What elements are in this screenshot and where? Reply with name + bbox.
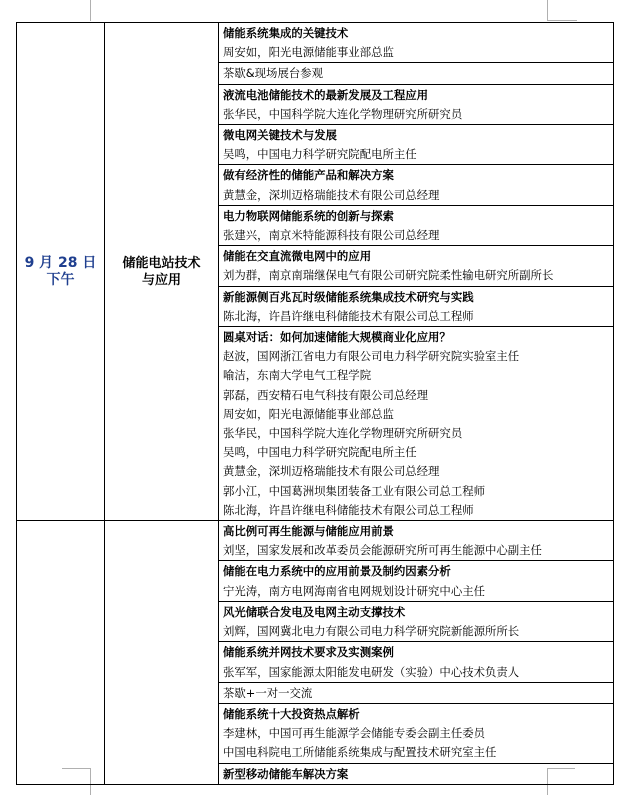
agenda-item-title: 新能源侧百兆瓦时级储能系统集成技术研究与实践 <box>223 289 474 304</box>
agenda-item-title: 储能系统十大投资热点解析 <box>223 706 360 721</box>
agenda-item-title: 储能在交直流微电网中的应用 <box>223 249 372 264</box>
agenda-item-title: 储能系统并网技术要求及实测案例 <box>223 645 394 660</box>
agenda-item-title: 储能在电力系统中的应用前景及制约因素分析 <box>223 564 451 579</box>
agenda-item-speaker: 郭小江，中国葛洲坝集团装备工业有限公司总工程师 <box>223 483 485 498</box>
agenda-item-title: 微电网关键技术与发展 <box>223 128 337 143</box>
agenda-item <box>219 683 613 704</box>
agenda-item-speaker: 张华民，中国科学院大连化学物理研究所研究员 <box>223 426 463 441</box>
schedule-table <box>16 22 614 785</box>
agenda-item <box>219 287 613 327</box>
agenda-item-speaker: 中国电科院电工所储能系统集成与配置技术研究室主任 <box>223 745 497 760</box>
agenda-item-title: 新型移动储能车解决方案 <box>223 766 349 781</box>
topic-title-line: 与应用 <box>141 272 181 288</box>
agenda-item-speaker: 刘坚，国家发展和改革委员会能源研究所可再生能源中心副主任 <box>223 543 542 558</box>
agenda-item <box>219 704 613 764</box>
agenda-item <box>219 125 613 165</box>
agenda-item-title: 圆桌对话：如何加速储能大规模商业化应用？ <box>223 330 451 345</box>
agenda-item-speaker: 郭磊，西安精石电气科技有限公司总经理 <box>223 387 429 402</box>
crop-mark <box>90 0 91 20</box>
agenda-item-speaker: 张军军，国家能源太阳能发电研发（实验）中心技术负责人 <box>223 664 520 679</box>
crop-mark <box>547 0 548 20</box>
agenda-item <box>219 561 613 601</box>
agenda-item-title: 电力物联网储能系统的创新与探索 <box>223 208 394 223</box>
agenda-item-speaker: 宁光涛，南方电网海南省电网规划设计研究中心主任 <box>223 583 485 598</box>
agenda-items-cell <box>219 23 614 521</box>
agenda-item-speaker: 吴鸣，中国电力科学研究院配电所主任 <box>223 147 417 162</box>
agenda-item <box>219 642 613 682</box>
date-cell <box>17 23 105 521</box>
agenda-item-title: 风光储联合发电及电网主动支撑技术 <box>223 604 406 619</box>
agenda-item-speaker: 黄慧金，深圳迈格瑞能技术有限公司总经理 <box>223 187 440 202</box>
agenda-item-speaker: 茶歇+一对一交流 <box>223 685 313 700</box>
agenda-items-cell <box>219 521 614 785</box>
topic-title-line: 储能电站技术 <box>122 255 201 271</box>
agenda-item-speaker: 黄慧金，深圳迈格瑞能技术有限公司总经理 <box>223 464 440 479</box>
agenda-item-speaker: 刘辉，国网冀北电力有限公司电力科学研究院新能源所所长 <box>223 624 520 639</box>
agenda-item <box>219 327 613 520</box>
agenda-item <box>219 63 613 84</box>
session-period: 下午 <box>46 271 75 288</box>
agenda-item-speaker: 张华民，中国科学院大连化学物理研究所研究员 <box>223 106 463 121</box>
agenda-item-speaker: 茶歇&现场展台参观 <box>223 66 324 81</box>
agenda-item-speaker: 刘为群，南京南瑞继保电气有限公司研究院柔性输电研究所副所长 <box>223 268 554 283</box>
agenda-item <box>219 764 613 784</box>
agenda-item-speaker: 陈北海，许昌许继电科储能技术有限公司总工程师 <box>223 308 474 323</box>
agenda-item <box>219 602 613 642</box>
topic-cell <box>105 23 219 521</box>
agenda-item <box>219 165 613 205</box>
agenda-item <box>219 206 613 246</box>
section-row-2 <box>17 521 614 785</box>
agenda-item-title: 液流电池储能技术的最新发展及工程应用 <box>223 87 429 102</box>
agenda-item-speaker: 张建兴，南京米特能源科技有限公司总经理 <box>223 228 440 243</box>
agenda-item <box>219 23 613 63</box>
agenda-item <box>219 246 613 286</box>
agenda-item-speaker: 陈北海，许昌许继电科储能技术有限公司总工程师 <box>223 502 474 517</box>
agenda-item-speaker: 李建林，中国可再生能源学会储能专委会副主任委员 <box>223 726 485 741</box>
crop-mark <box>547 20 577 21</box>
agenda-item-speaker: 周安如，阳光电源储能事业部总监 <box>223 406 394 421</box>
agenda-item-speaker: 周安如，阳光电源储能事业部总监 <box>223 45 394 60</box>
agenda-item <box>219 521 613 561</box>
section-row-1 <box>17 23 614 521</box>
agenda-item <box>219 85 613 125</box>
agenda-item-speaker: 喻洁，东南大学电气工程学院 <box>223 368 372 383</box>
agenda-item-title: 做有经济性的储能产品和解决方案 <box>223 168 394 183</box>
crop-mark <box>90 20 91 21</box>
agenda-item-title: 储能系统集成的关键技术 <box>223 26 349 40</box>
session-date: 9 月 28 日 <box>24 254 97 271</box>
agenda-item-speaker: 吴鸣，中国电力科学研究院配电所主任 <box>223 445 417 460</box>
topic-cell-empty <box>105 521 219 785</box>
agenda-item-speaker: 赵波，国网浙江省电力有限公司电力科学研究院实验室主任 <box>223 349 520 364</box>
agenda-item-title: 高比例可再生能源与储能应用前景 <box>223 524 394 539</box>
date-cell-empty <box>17 521 105 785</box>
